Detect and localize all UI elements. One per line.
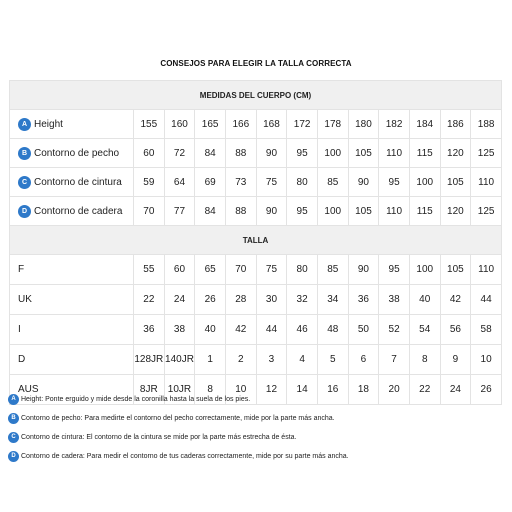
table-row — [10, 168, 502, 197]
table-cell: 4 — [287, 345, 318, 375]
table-cell: 59 — [134, 168, 165, 197]
table-cell: 73 — [225, 168, 256, 197]
table-cell: 10JR — [164, 375, 195, 405]
table-cell: 40 — [195, 315, 226, 345]
table-cell: 16 — [317, 375, 348, 405]
table-cell: 90 — [348, 168, 379, 197]
note-item — [8, 428, 508, 447]
table-cell: 10 — [471, 345, 502, 375]
table-cell: 88 — [225, 139, 256, 168]
table-cell: 90 — [256, 139, 287, 168]
table-cell: 105 — [348, 139, 379, 168]
row-label: Contorno de cintura — [34, 176, 122, 188]
table-cell: 48 — [317, 315, 348, 345]
table-cell: 100 — [317, 197, 348, 226]
table-cell: 30 — [256, 285, 287, 315]
table-cell: 80 — [287, 255, 318, 285]
note-text: Contorno de cadera: Para medir el contorno de tus caderas correctamente, mide por su parte más ancha. — [21, 453, 349, 460]
table-cell: 184 — [409, 110, 440, 139]
table-cell: 40 — [409, 285, 440, 315]
row-label-cell — [10, 168, 134, 197]
table-cell: 85 — [317, 255, 348, 285]
table-row — [10, 110, 502, 139]
table-row — [10, 255, 502, 285]
table-cell: 105 — [440, 168, 471, 197]
size-chart-table — [9, 80, 502, 405]
row-label-cell — [10, 139, 134, 168]
table-cell: 88 — [225, 197, 256, 226]
table-cell: 32 — [287, 285, 318, 315]
table-cell: 84 — [195, 139, 226, 168]
row-label-cell — [10, 197, 134, 226]
table-cell: 12 — [256, 375, 287, 405]
table-cell: 100 — [409, 255, 440, 285]
table-cell: 5 — [317, 345, 348, 375]
letter-badge-icon: A — [8, 394, 19, 405]
table-cell: 140JR — [164, 345, 195, 375]
row-label: AUS — [18, 383, 39, 395]
table-cell: 168 — [256, 110, 287, 139]
table-cell: 42 — [225, 315, 256, 345]
table-cell: 44 — [471, 285, 502, 315]
size-header — [10, 226, 502, 255]
table-cell: 46 — [287, 315, 318, 345]
table-cell: 22 — [134, 285, 165, 315]
table-cell: 26 — [471, 375, 502, 405]
table-cell: 90 — [348, 255, 379, 285]
table-cell: 75 — [256, 168, 287, 197]
table-cell: 75 — [256, 255, 287, 285]
table-cell: 182 — [379, 110, 410, 139]
table-cell: 26 — [195, 285, 226, 315]
table-cell: 64 — [164, 168, 195, 197]
row-label: Height — [34, 118, 63, 130]
table-cell: 60 — [134, 139, 165, 168]
letter-badge-icon: A — [18, 118, 31, 131]
table-row — [10, 285, 502, 315]
table-cell: 42 — [440, 285, 471, 315]
table-cell: 8 — [195, 375, 226, 405]
table-cell: 6 — [348, 345, 379, 375]
row-label: D — [18, 353, 26, 365]
table-cell: 95 — [379, 255, 410, 285]
letter-badge-icon: C — [18, 176, 31, 189]
table-cell: 125 — [471, 197, 502, 226]
table-cell: 166 — [225, 110, 256, 139]
row-label: F — [18, 263, 25, 275]
table-cell: 84 — [195, 197, 226, 226]
table-cell: 65 — [195, 255, 226, 285]
table-cell: 38 — [379, 285, 410, 315]
table-cell: 70 — [225, 255, 256, 285]
table-cell: 28 — [225, 285, 256, 315]
table-cell: 128JR — [134, 345, 165, 375]
letter-badge-icon: B — [18, 147, 31, 160]
note-text: Contorno de cintura: El contorno de la cintura se mide por la parte más estrecha de ésta. — [21, 434, 297, 441]
table-cell: 22 — [409, 375, 440, 405]
body-measurements-header — [10, 81, 502, 110]
table-cell: 85 — [317, 168, 348, 197]
row-label-cell — [10, 315, 134, 345]
table-cell: 34 — [317, 285, 348, 315]
row-label-cell — [10, 255, 134, 285]
table-cell: 110 — [379, 139, 410, 168]
table-cell: 38 — [164, 315, 195, 345]
note-text: Contorno de pecho: Para medirte el contorno del pecho correctamente, mide por la parte más ancha. — [21, 415, 335, 422]
note-item — [8, 409, 508, 428]
section-heading: MEDIDAS DEL CUERPO (CM) — [10, 81, 502, 110]
table-cell: 50 — [348, 315, 379, 345]
table-row — [10, 197, 502, 226]
table-cell: 14 — [287, 375, 318, 405]
note-item — [8, 447, 508, 466]
letter-badge-icon: C — [8, 432, 19, 443]
table-cell: 3 — [256, 345, 287, 375]
table-cell: 80 — [287, 168, 318, 197]
table-cell: 95 — [379, 168, 410, 197]
table-cell: 8 — [409, 345, 440, 375]
table-cell: 95 — [287, 139, 318, 168]
section-heading: TALLA — [10, 226, 502, 255]
table-cell: 9 — [440, 345, 471, 375]
table-cell: 110 — [471, 255, 502, 285]
table-cell: 100 — [317, 139, 348, 168]
table-cell: 58 — [471, 315, 502, 345]
table-cell: 1 — [195, 345, 226, 375]
table-cell: 10 — [225, 375, 256, 405]
table-cell: 90 — [256, 197, 287, 226]
table-cell: 18 — [348, 375, 379, 405]
note-item — [8, 390, 508, 409]
table-cell: 165 — [195, 110, 226, 139]
table-cell: 52 — [379, 315, 410, 345]
table-cell: 69 — [195, 168, 226, 197]
letter-badge-icon: D — [18, 205, 31, 218]
table-row — [10, 315, 502, 345]
table-cell: 110 — [379, 197, 410, 226]
table-cell: 178 — [317, 110, 348, 139]
row-label-cell — [10, 345, 134, 375]
measurement-notes — [8, 390, 508, 466]
table-cell: 72 — [164, 139, 195, 168]
table-cell: 20 — [379, 375, 410, 405]
row-label: UK — [18, 293, 32, 305]
table-cell: 56 — [440, 315, 471, 345]
table-row — [10, 139, 502, 168]
table-cell: 160 — [164, 110, 195, 139]
note-text: Height: Ponte erguido y mide desde la coronilla hasta la suela de los pies. — [21, 396, 251, 403]
table-cell: 77 — [164, 197, 195, 226]
table-cell: 60 — [164, 255, 195, 285]
table-cell: 125 — [471, 139, 502, 168]
table-cell: 2 — [225, 345, 256, 375]
table-cell: 8JR — [134, 375, 165, 405]
table-cell: 186 — [440, 110, 471, 139]
table-cell: 24 — [164, 285, 195, 315]
table-cell: 120 — [440, 139, 471, 168]
row-label: Contorno de cadera — [34, 205, 123, 217]
table-cell: 7 — [379, 345, 410, 375]
table-cell: 188 — [471, 110, 502, 139]
letter-badge-icon: B — [8, 413, 19, 424]
table-cell: 115 — [409, 139, 440, 168]
page-title: CONSEJOS PARA ELEGIR LA TALLA CORRECTA — [160, 59, 352, 68]
table-cell: 115 — [409, 197, 440, 226]
table-cell: 155 — [134, 110, 165, 139]
row-label: Contorno de pecho — [34, 147, 120, 159]
table-cell: 180 — [348, 110, 379, 139]
table-cell: 105 — [440, 255, 471, 285]
table-cell: 120 — [440, 197, 471, 226]
table-cell: 110 — [471, 168, 502, 197]
table-cell: 70 — [134, 197, 165, 226]
table-cell: 44 — [256, 315, 287, 345]
table-cell: 54 — [409, 315, 440, 345]
row-label: I — [18, 323, 21, 335]
table-cell: 24 — [440, 375, 471, 405]
table-cell: 36 — [134, 315, 165, 345]
table-cell: 36 — [348, 285, 379, 315]
table-cell: 105 — [348, 197, 379, 226]
table-cell: 55 — [134, 255, 165, 285]
letter-badge-icon: D — [8, 451, 19, 462]
table-cell: 172 — [287, 110, 318, 139]
table-cell: 95 — [287, 197, 318, 226]
row-label-cell — [10, 110, 134, 139]
row-label-cell — [10, 285, 134, 315]
table-row — [10, 345, 502, 375]
table-cell: 100 — [409, 168, 440, 197]
